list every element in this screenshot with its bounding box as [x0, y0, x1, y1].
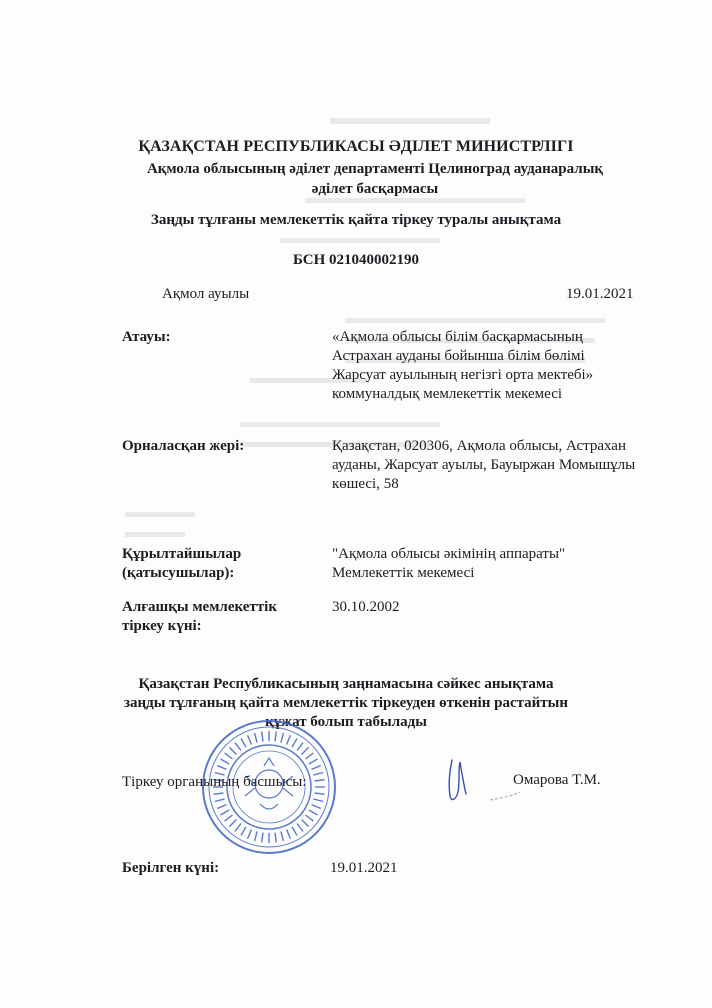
seal-ring-mark	[311, 766, 320, 770]
seal-ring-mark	[255, 733, 258, 743]
seal-ring-mark	[287, 735, 291, 744]
founders-label: Құрылтайшылар (қатысушылар):	[122, 546, 242, 581]
seal-ring-mark	[305, 815, 313, 821]
document-title: Заңды тұлғаны мемлекеттік қайта тіркеу туралы анықтама	[150, 212, 562, 228]
seal-ring-mark	[281, 733, 284, 743]
seal-ring-mark	[229, 747, 236, 754]
address-label: Орналасқан жері:	[122, 438, 245, 454]
seal-ring-mark	[287, 829, 291, 838]
seal-ring-mark	[297, 743, 303, 751]
seal-ring-mark	[292, 739, 297, 748]
address-value: Қазақстан, 020306, Ақмола облысы, Астрахан ауданы, Жарсуат ауылы, Бауыржан Момышұлы көшесі, 58	[332, 438, 636, 492]
seal-ring-mark	[262, 833, 263, 843]
seal-ring-mark	[302, 820, 309, 827]
seal-ring-mark	[213, 793, 223, 794]
seal-ring-mark	[297, 823, 303, 831]
seal-ring-mark	[225, 815, 233, 821]
founders-value: "Ақмола облысы әкімінің аппараты" Мемлекеттік мекемесі	[332, 546, 566, 581]
issued-date-label: Берілген күні:	[122, 860, 220, 876]
seal-ring-mark	[217, 766, 226, 770]
seal-ring-mark	[241, 827, 246, 836]
seal-ring-mark	[292, 827, 297, 836]
seal-ring-mark	[217, 805, 226, 809]
issue-place: Ақмол ауылы	[162, 286, 250, 302]
seal-ring-mark	[281, 831, 284, 841]
registration-head-label: Тіркеу органының басшысы:	[122, 774, 307, 790]
seal-ring-mark	[315, 793, 325, 794]
name-label: Атауы:	[122, 329, 171, 345]
seal-ring-mark	[262, 731, 263, 741]
seal-ring-mark	[305, 753, 313, 759]
department-heading: Ақмола облысының әділет департаменті Целиноград ауданаралық әділет басқармасы	[146, 161, 604, 197]
issued-date-value: 19.01.2021	[330, 860, 398, 876]
ministry-heading: ҚАЗАҚСТАН РЕСПУБЛИКАСЫ ӘДІЛЕТ МИНИСТРЛІГІ	[138, 138, 574, 155]
registration-head-name: Омарова Т.М.	[513, 772, 601, 788]
seal-ring-mark	[275, 731, 276, 741]
seal-ring-mark	[311, 805, 320, 809]
bin-number: БСН 021040002190	[292, 252, 420, 268]
seal-ring-mark	[229, 820, 236, 827]
issue-date-top: 19.01.2021	[566, 286, 634, 302]
seal-ring-mark	[235, 823, 241, 831]
seal-ring-mark	[309, 759, 318, 764]
seal-ring-mark	[241, 739, 246, 748]
seal-ring-mark	[275, 833, 276, 843]
initial-registration-value: 30.10.2002	[332, 599, 400, 615]
seal-ring-mark	[248, 829, 252, 838]
name-value: «Ақмола облысы білім басқармасының Астрахан ауданы бойынша білім бөлімі Жарсуат ауылының негізгі орта мектебі» коммуналдық мемлекеттік мекемесі	[332, 329, 594, 402]
seal-ring-mark	[313, 799, 323, 802]
seal-ring-mark	[215, 799, 225, 802]
seal-ring-mark	[248, 735, 252, 744]
legal-statement: Қазақстан Республикасының заңнамасына сәйкес анықтама заңды тұлғаның қайта мемлекеттік тіркеуден өткенін растайтын құжат болып табылады	[123, 676, 569, 730]
seal-ring-mark	[309, 810, 318, 815]
seal-ring-mark	[302, 747, 309, 754]
initial-registration-label: Алғашқы мемлекеттік тіркеу күні:	[122, 599, 277, 634]
seal-ring-mark	[225, 753, 233, 759]
seal-ring-mark	[221, 759, 230, 764]
seal-ring-mark	[221, 810, 230, 815]
seal-ring-mark	[235, 743, 241, 751]
seal-ring-mark	[255, 831, 258, 841]
